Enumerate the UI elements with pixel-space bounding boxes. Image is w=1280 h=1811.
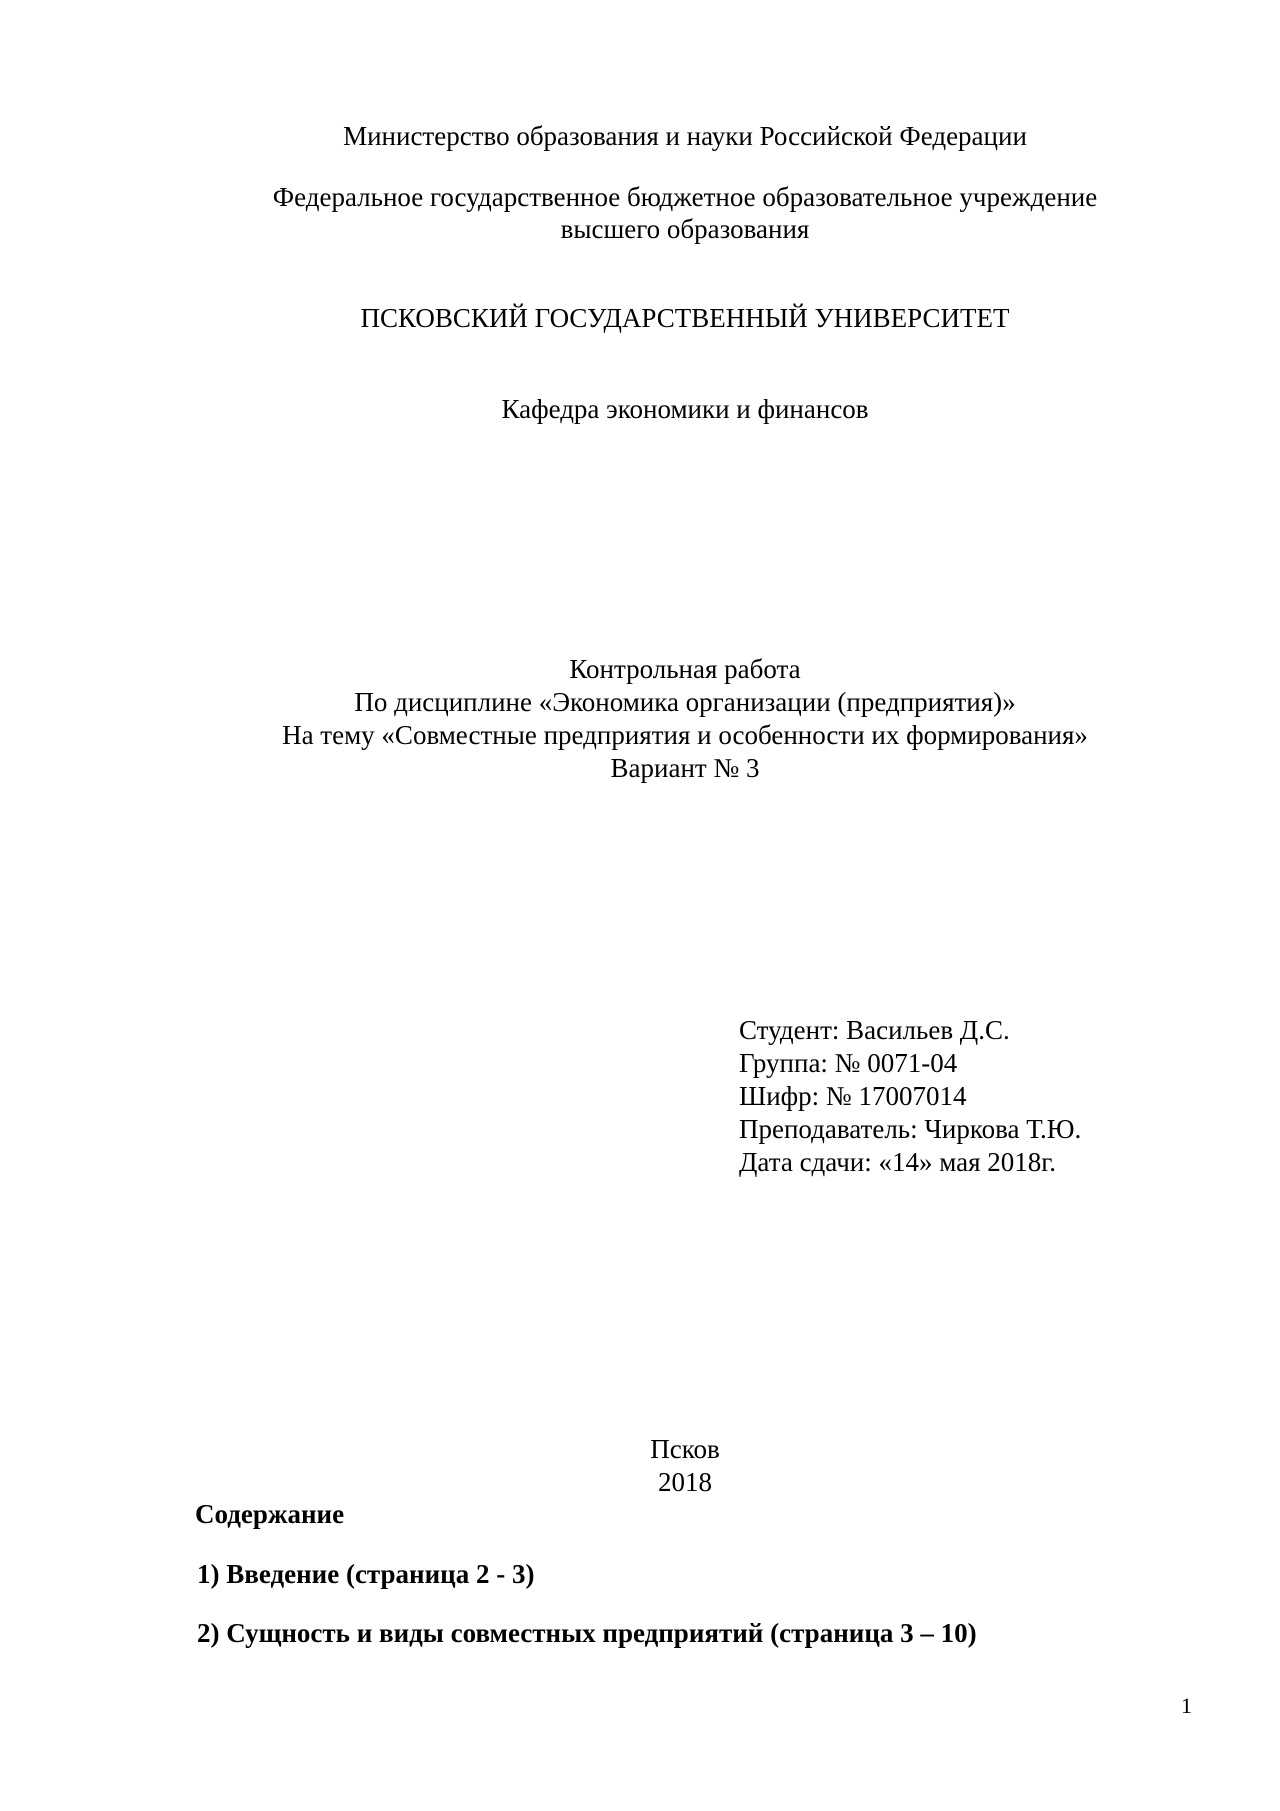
department-name: Кафедра экономики и финансов (501, 394, 869, 424)
contents-item-1: 1) Введение (страница 2 - 3) (197, 1559, 535, 1589)
student-info: Студент: Васильев Д.С. (739, 1015, 1010, 1045)
variant: Вариант № 3 (610, 753, 760, 783)
contents-heading: Содержание (195, 1499, 345, 1529)
teacher-info: Преподаватель: Чиркова Т.Ю. (739, 1114, 1082, 1144)
institution-line-2: высшего образования (560, 214, 810, 244)
university-name: ПСКОВСКИЙ ГОСУДАРСТВЕННЫЙ УНИВЕРСИТЕТ (360, 303, 1010, 333)
group-info: Группа: № 0071-04 (739, 1048, 958, 1078)
year: 2018 (658, 1467, 712, 1497)
discipline: По дисциплине «Экономика организации (предприятия)» (354, 687, 1016, 717)
topic: На тему «Совместные предприятия и особенности их формирования» (282, 720, 1088, 750)
institution-line-1: Федеральное государственное бюджетное образовательное учреждение (272, 182, 1098, 212)
due-date-info: Дата сдачи: «14» мая 2018г. (739, 1147, 1057, 1177)
cipher-info: Шифр: № 17007014 (739, 1081, 967, 1111)
work-type: Контрольная работа (569, 654, 801, 684)
page-number: 1 (1181, 1693, 1192, 1718)
ministry-line: Министерство образования и науки Российской Федерации (343, 121, 1027, 151)
city: Псков (650, 1434, 720, 1464)
contents-item-2: 2) Сущность и виды совместных предприятий (страница 3 – 10) (197, 1618, 977, 1648)
